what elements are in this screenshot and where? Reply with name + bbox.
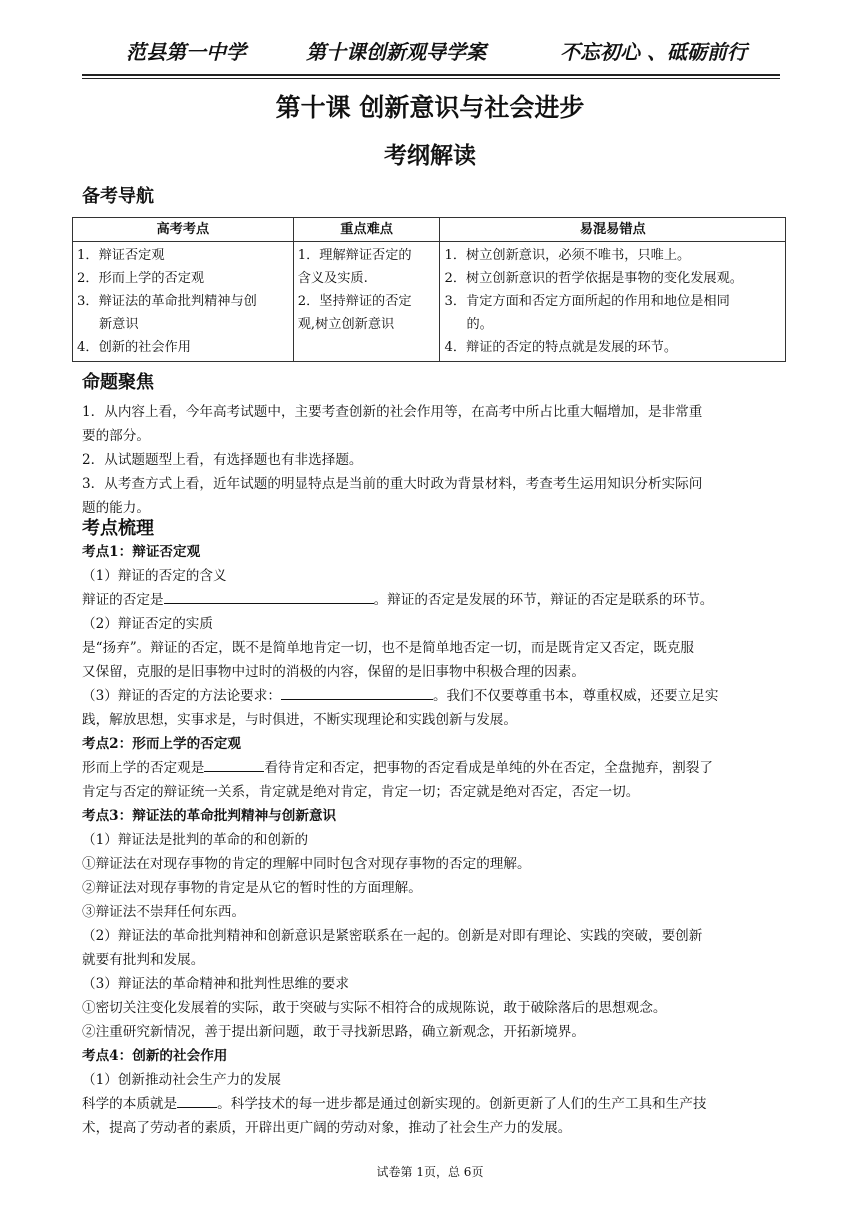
text-segment: 。科学技术的每一进步都是通过创新实现的。创新更新了人们的生产工具和生产技 [217, 1096, 707, 1112]
list-item: 2．树立创新意识的哲学依据是事物的变化发展观。 [444, 271, 743, 286]
list-item: 观,树立创新意识 [297, 317, 395, 332]
text-segment: 科学的本质就是 [82, 1096, 178, 1112]
text-segment: 。辩证的否定是发展的环节，辩证的否定是联系的环节。 [373, 592, 714, 608]
list-item: 3．辩证法的革命批判精神与创 [77, 294, 257, 309]
text-segment: 辩证的否定是 [82, 592, 164, 608]
table-cell-key-points [293, 242, 440, 362]
header-course: 第十课创新观导学案 [306, 40, 486, 64]
table-row [73, 242, 786, 362]
text-line: ②辩证法对现存事物的肯定是从它的暂时性的方面理解。 [82, 880, 422, 896]
list-item: 新意识 [99, 317, 139, 332]
text-line: 2．从试题题型上看，有选择题也有非选择题。 [82, 452, 363, 468]
fill-blank[interactable] [204, 757, 264, 772]
text-line: 题的能力。 [82, 500, 150, 516]
point-2-title: 考点2：形而上学的否定观 [82, 736, 241, 752]
text-line [82, 684, 772, 708]
text-line: 术，提高了劳动者的素质，开辟出更广阔的劳动对象，推动了社会生产力的发展。 [82, 1120, 572, 1136]
text-line: （1）创新推动社会生产力的发展 [82, 1072, 281, 1088]
table-header: 重点难点 [293, 218, 440, 242]
text-line: 践，解放思想，实事求是，与时俱进，不断实现理论和实践创新与发展。 [82, 712, 517, 728]
focus-text [82, 400, 772, 520]
text-line: ①辩证法在对现存事物的肯定的理解中同时包含对现存事物的否定的理解。 [82, 856, 531, 872]
text-line: 就要有批判和发展。 [82, 952, 205, 968]
text-line: （1）辩证的否定的含义 [82, 568, 227, 584]
page-footer: 试卷第 1页，总 6页 [376, 1165, 484, 1179]
table-header: 易混易错点 [440, 218, 786, 242]
text-segment: 形而上学的否定观是 [82, 760, 205, 776]
text-line: 是“扬弃”。辩证的否定，既不是简单地肯定一切，也不是简单地否定一切，而是既肯定又否定，既克服 [82, 640, 695, 656]
text-line: 要的部分。 [82, 428, 150, 444]
page-subtitle: 考纲解读 [384, 142, 476, 169]
text-segment: （3）辩证的否定的方法论要求： [82, 688, 281, 704]
text-line: （3）辩证法的革命精神和批判性思维的要求 [82, 976, 349, 992]
list-item: 2．坚持辩证的否定 [297, 294, 412, 309]
list-item: 4．辩证的否定的特点就是发展的环节。 [444, 340, 678, 355]
text-line: （1）辩证法是批判的革命的和创新的 [82, 832, 309, 848]
fill-blank[interactable] [281, 685, 433, 700]
exam-guide-table [72, 217, 786, 362]
fill-blank[interactable] [177, 1093, 217, 1108]
text-line: （2）辩证否定的实质 [82, 616, 213, 632]
text-line: ②注重研究新情况，善于提出新问题，敢于寻找新思路，确立新观念，开拓新境界。 [82, 1024, 585, 1040]
list-item: 1．树立创新意识，必须不唯书，只唯上。 [444, 248, 691, 263]
list-item: 4．创新的社会作用 [77, 340, 191, 355]
text-segment: 。我们不仅要尊重书本，尊重权威，还要立足实 [432, 688, 719, 704]
text-line: ③辩证法不崇拜任何东西。 [82, 904, 246, 920]
header-rule-thick [82, 74, 780, 76]
points-body [82, 540, 772, 1140]
section-focus-heading: 命题聚焦 [82, 372, 154, 393]
list-item: 的。 [466, 317, 493, 332]
header-school: 范县第一中学 [126, 40, 246, 64]
header-motto: 不忘初心 、砥砺前行 [560, 40, 747, 64]
text-line: 肯定与否定的辩证统一关系，肯定就是绝对肯定，肯定一切；否定就是绝对否定，否定一切。 [82, 784, 640, 800]
text-line: ①密切关注变化发展着的实际，敢于突破与实际不相符合的成规陈说，敢于破除落后的思想观念。 [82, 1000, 667, 1016]
table-header-row [73, 218, 786, 242]
table-cell-exam-points [73, 242, 294, 362]
text-line: 又保留，克服的是旧事物中过时的消极的内容，保留的是旧事物中积极合理的因素。 [82, 664, 585, 680]
page-title: 第十课 创新意识与社会进步 [275, 93, 585, 122]
point-4-title: 考点4：创新的社会作用 [82, 1048, 228, 1064]
list-item: 含义及实质. [297, 271, 368, 286]
text-segment: 看待肯定和否定，把事物的否定看成是单纯的外在否定，全盘抛弃，割裂了 [264, 760, 713, 776]
point-1-title: 考点1：辩证否定观 [82, 544, 201, 560]
text-line [82, 1092, 772, 1116]
header-rule-thin [82, 78, 780, 79]
text-line: （2）辩证法的革命批判精神和创新意识是紧密联系在一起的。创新是对即有理论、实践的突破，要创新 [82, 928, 703, 944]
section-points-heading: 考点梳理 [82, 518, 154, 539]
section-nav-heading: 备考导航 [82, 186, 154, 207]
point-3-title: 考点3：辩证法的革命批判精神与创新意识 [82, 808, 337, 824]
text-line: 1．从内容上看，今年高考试题中，主要考查创新的社会作用等，在高考中所占比重大幅增加，是非常重 [82, 404, 703, 420]
table-header: 高考考点 [73, 218, 294, 242]
list-item: 2．形而上学的否定观 [77, 271, 205, 286]
fill-blank[interactable] [164, 589, 374, 604]
list-item: 3．肯定方面和否定方面所起的作用和地位是相同 [444, 294, 730, 309]
table-cell-error-points [440, 242, 786, 362]
text-line: 3．从考查方式上看，近年试题的明显特点是当前的重大时政为背景材料，考查考生运用知识分析实际问 [82, 476, 703, 492]
text-line [82, 588, 772, 612]
text-line [82, 756, 772, 780]
list-item: 1．理解辩证否定的 [297, 248, 412, 263]
list-item: 1．辩证否定观 [77, 248, 165, 263]
